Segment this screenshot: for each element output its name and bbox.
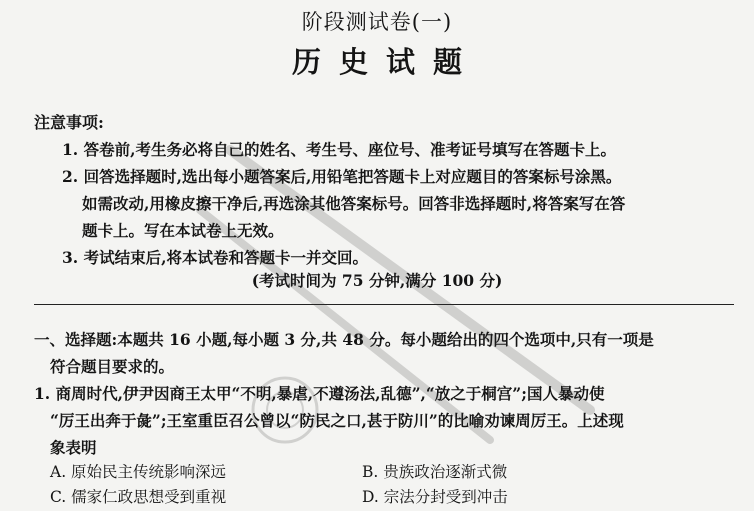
- notice-item-3: 3. 考试结束后,将本试卷和答题卡一并交回。: [62, 248, 368, 267]
- question-1-stem-cont: “厉王出奔于彘”;王室重臣召公曾以“防民之口,甚于防川”的比喻劝谏周厉王。上述现: [50, 411, 624, 430]
- exam-title: 历史试题: [291, 45, 480, 79]
- divider-line: [34, 304, 734, 305]
- notice-heading: 注意事项:: [34, 113, 104, 132]
- option-a[interactable]: A. 原始民主传统影响深远: [50, 463, 227, 481]
- option-d[interactable]: D. 宗法分封受到冲击: [362, 488, 508, 506]
- section-heading-cont: 符合题目要求的。: [50, 357, 175, 376]
- exam-subtitle: 阶段测试卷(一): [301, 10, 453, 34]
- notice-item-1: 1. 答卷前,考生务必将自己的姓名、考生号、座位号、准考证号填写在答题卡上。: [62, 140, 616, 159]
- question-1-stem: 1. 商周时代,伊尹因商王太甲“不明,暴虐,不遵汤法,乱德”,“放之于桐宫”;国人暴动使: [34, 384, 605, 403]
- option-c[interactable]: C. 儒家仁政思想受到重视: [50, 488, 227, 506]
- notice-item-2-cont2: 题卡上。写在本试卷上无效。: [82, 221, 284, 240]
- question-1-stem-cont2: 象表明: [50, 438, 97, 457]
- option-b[interactable]: B. 贵族政治逐渐式微: [362, 463, 508, 481]
- section-heading: 一、选择题:本题共 16 小题,每小题 3 分,共 48 分。每小题给出的四个选项中,只有一项是: [34, 330, 654, 349]
- exam-time-note: (考试时间为 75 分钟,满分 100 分): [251, 271, 503, 290]
- notice-item-2-cont: 如需改动,用橡皮擦干净后,再选涂其他答案标号。回答非选择题时,将答案写在答: [82, 194, 626, 213]
- notice-item-2: 2. 回答选择题时,选出每小题答案后,用铅笔把答题卡上对应题目的答案标号涂黑。: [62, 167, 622, 186]
